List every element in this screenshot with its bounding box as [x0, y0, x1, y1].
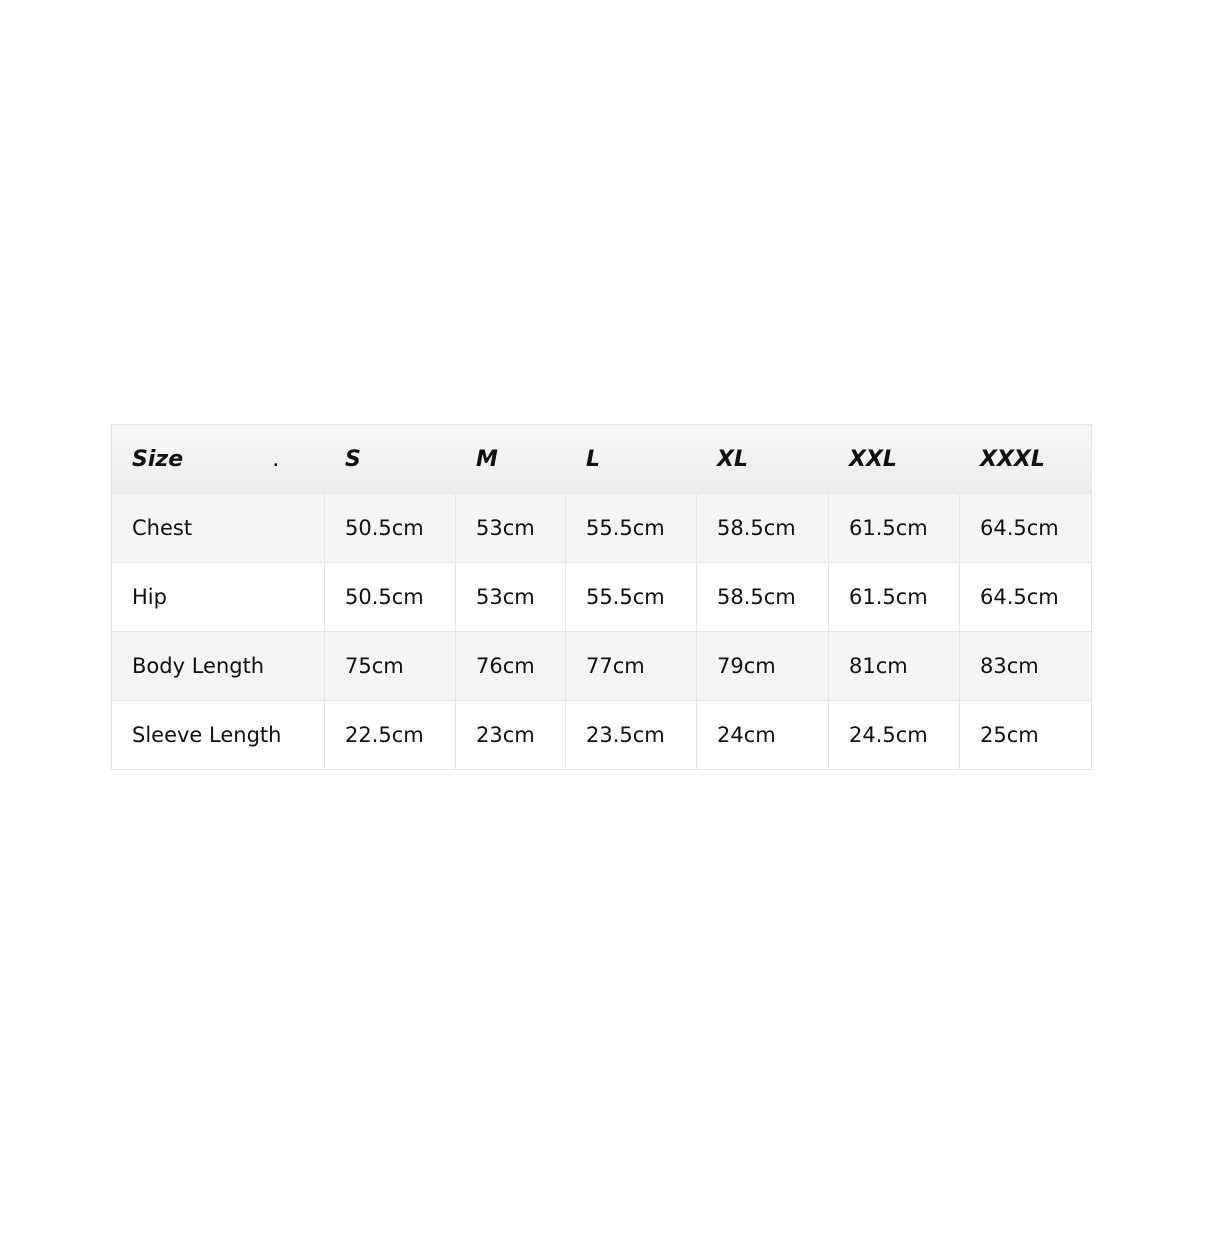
- table-cell: 23.5cm: [566, 701, 697, 770]
- table-cell: 58.5cm: [697, 494, 829, 563]
- header-cell-l: L: [566, 425, 697, 494]
- table-cell: 55.5cm: [566, 563, 697, 632]
- header-cell-xl: XL: [697, 425, 829, 494]
- header-cell-s: S: [325, 425, 456, 494]
- header-row: [112, 425, 1092, 494]
- table-cell: 25cm: [960, 701, 1092, 770]
- row-label-body-length: Body Length: [112, 632, 325, 701]
- table-body: [112, 494, 1092, 770]
- table-cell: 24cm: [697, 701, 829, 770]
- row-label-chest: Chest: [112, 494, 325, 563]
- table-cell: 55.5cm: [566, 494, 697, 563]
- table-cell: 61.5cm: [829, 563, 960, 632]
- table-cell: 50.5cm: [325, 563, 456, 632]
- size-chart-table: [111, 424, 1092, 770]
- table-cell: 58.5cm: [697, 563, 829, 632]
- table-cell: 75cm: [325, 632, 456, 701]
- table-cell: 81cm: [829, 632, 960, 701]
- table-cell: 64.5cm: [960, 563, 1092, 632]
- table-cell: 22.5cm: [325, 701, 456, 770]
- table-row: [112, 563, 1092, 632]
- row-label-hip: Hip: [112, 563, 325, 632]
- table-header: [112, 425, 1092, 494]
- header-dot-mark: .: [273, 453, 279, 470]
- table-cell: 61.5cm: [829, 494, 960, 563]
- table-cell: 53cm: [456, 563, 566, 632]
- header-size-label: Size: [132, 446, 184, 472]
- table-row: [112, 701, 1092, 770]
- header-cell-xxl: XXL: [829, 425, 960, 494]
- table-cell: 79cm: [697, 632, 829, 701]
- table-cell: 76cm: [456, 632, 566, 701]
- header-cell-xxxl: XXXL: [960, 425, 1092, 494]
- header-cell-m: M: [456, 425, 566, 494]
- table-cell: 83cm: [960, 632, 1092, 701]
- table-row: [112, 494, 1092, 563]
- table-cell: 77cm: [566, 632, 697, 701]
- table-cell: 24.5cm: [829, 701, 960, 770]
- header-cell-size: [112, 425, 325, 494]
- table-cell: 64.5cm: [960, 494, 1092, 563]
- table-cell: 23cm: [456, 701, 566, 770]
- table-cell: 50.5cm: [325, 494, 456, 563]
- table-row: [112, 632, 1092, 701]
- row-label-sleeve-length: Sleeve Length: [112, 701, 325, 770]
- table-cell: 53cm: [456, 494, 566, 563]
